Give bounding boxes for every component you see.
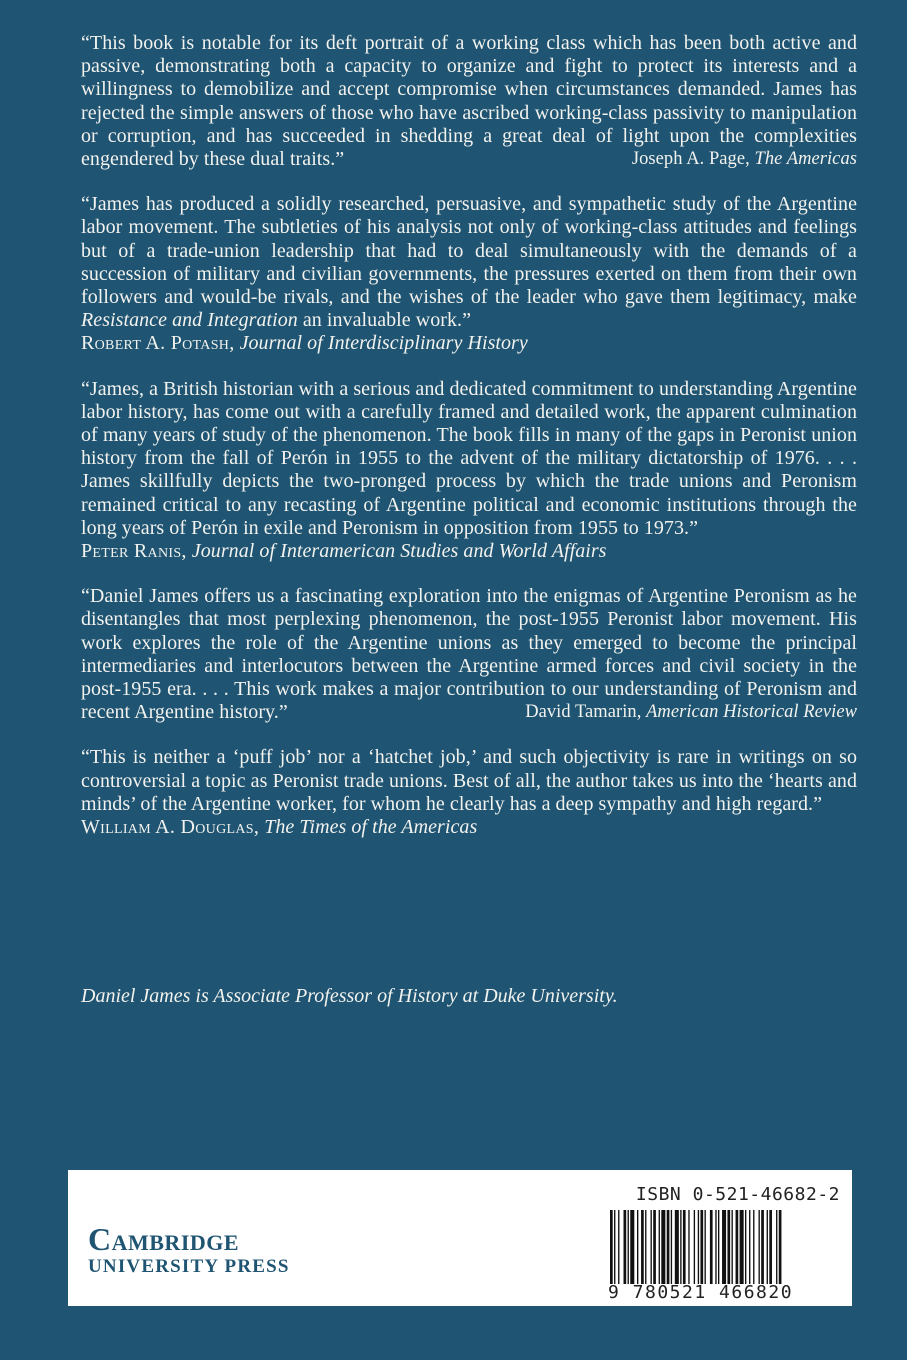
barcode-bar (651, 1210, 652, 1284)
barcode-bar (732, 1210, 733, 1284)
barcode-bar (705, 1210, 706, 1284)
review-potash (81, 193, 857, 355)
barcode-bar (694, 1210, 695, 1284)
reviewer-name: Joseph A. Page, (631, 149, 750, 170)
barcode-bar (736, 1210, 739, 1284)
review-text: “Daniel James offers us a fascinating exploration into the enigmas of Argentine Peronism as he disentangles that most perplexing phenomenon, the post-1955 Peronist labor movement. His work explores the role of the Argentine unions as they emerged to become the principal intermediaries and interlocutors between the Argentine armed forces and civil society in the post-1955 era. . . . This work makes a major contribution to our understanding of Peronism and recent Argentine history.” David Tamarin, American Historical Review (81, 585, 857, 724)
publisher-subname: UNIVERSITY PRESS (88, 1256, 290, 1277)
review-ranis (81, 378, 857, 564)
review-douglas (81, 746, 857, 839)
review-text: “James, a British historian with a serious and dedicated commitment to understanding Argentine labor history, has come out with a carefully framed and detailed work, the apparent culmination of many years of study of the phenomenon. The book fills in many of the gaps in Peronist union history from the fall of Perón in 1955 to the advent of the military dictatorship of 1976. . . . James skillfully depicts the two-pronged process by which the trade unions and Peronism remained critical to any recasting of Argentine political and economic institutions through the long years of Perón in exile and Peronism in opposition from 1955 to 1973.” (81, 377, 857, 539)
barcode-bar (641, 1210, 644, 1284)
barcode-bar (767, 1210, 768, 1284)
review-text: “James has produced a solidly researched, persuasive, and sympathetic study of the Argentine labor movement. The subtleties of his analysis not only of working-class attitudes and feelings but of a trade-union leadership that had to deal simultaneously with the demands of a succession of military and civilian governments, the pressures exerted on them from their own followers and would-be rivals, and the wishes of the leader who gave them legitimacy, make Resistance and Integration an invaluable work.” (81, 193, 857, 332)
reviews-section (81, 32, 857, 861)
barcode-bar (637, 1210, 638, 1284)
barcode-bar (745, 1210, 746, 1284)
review-attribution (81, 332, 857, 355)
barcode-bar (661, 1210, 665, 1284)
reviewer-name: William A. Douglas, (81, 816, 260, 839)
publisher-name: Cambridge (88, 1221, 240, 1257)
barcode-bar (710, 1210, 713, 1284)
review-attribution (632, 148, 857, 171)
publisher-panel (68, 1170, 852, 1306)
barcode-bar (618, 1210, 619, 1284)
review-text: “This book is notable for its deft portrait of a working class which has been both active and passive, demonstrating both a capacity to organize and fight to protect its interests and a willingness to demobilize and accept compromise when circumstances demanded. James has rejected the simple answers of those who have ascribed working-class passivity to manipulation or corruption, and has succeeded in shedding a great deal of light upon the complexities engendered by these dual traits.” Joseph A. Page, The Americas (81, 32, 857, 171)
barcode-bar (727, 1210, 730, 1284)
book-title: Resistance and Integration (81, 309, 298, 332)
barcode-bar (700, 1210, 703, 1284)
barcode-bar (624, 1210, 627, 1284)
barcode-bar (715, 1210, 716, 1284)
barcode-bar (740, 1210, 744, 1284)
barcode-bar (671, 1210, 672, 1284)
author-note: Daniel James is Associate Professor of History at Duke University. (81, 985, 618, 1007)
barcode-bar (614, 1210, 615, 1284)
barcode-bar (659, 1210, 660, 1284)
barcode-bar (698, 1210, 699, 1284)
barcode-bar (688, 1210, 689, 1284)
reviewer-name: David Tamarin, (525, 702, 642, 723)
review-publication: Journal of Interamerican Studies and World Affairs (191, 540, 607, 563)
barcode-bar (680, 1210, 681, 1284)
barcode (608, 1210, 840, 1284)
barcode-bar (675, 1210, 679, 1284)
isbn-label: ISBN 0-521-46682-2 (635, 1184, 840, 1205)
reviewer-name: Peter Ranis, (81, 540, 187, 563)
review-attribution (81, 816, 857, 839)
barcode-digits: 9 780521 466820 (608, 1282, 794, 1303)
barcode-bar (776, 1210, 777, 1284)
reviewer-name: Robert A. Potash, (81, 332, 235, 355)
barcode-bar (653, 1210, 656, 1284)
barcode-bar (722, 1210, 726, 1284)
review-publication: American Historical Review (646, 702, 857, 723)
barcode-bar (753, 1210, 754, 1284)
review-publication: The Americas (754, 149, 857, 170)
barcode-bar (749, 1210, 750, 1284)
barcode-bar (759, 1210, 760, 1284)
barcode-bar (628, 1210, 629, 1284)
barcode-bar (610, 1210, 613, 1284)
barcode-bar (779, 1210, 782, 1284)
barcode-bar (667, 1210, 670, 1284)
review-text: “This is neither a ‘puff job’ nor a ‘hatchet job,’ and such objectivity is rare in writings on so controversial a topic as Peronist trade unions. Best of all, the author takes us into the ‘hearts and minds’ of the Argentine worker, for whom he clearly has a deep sympathy and high regard.” (81, 746, 857, 815)
publisher-logo (88, 1222, 290, 1278)
barcode-bar (718, 1210, 719, 1284)
barcode-bar (645, 1210, 646, 1284)
review-attribution (525, 701, 857, 724)
barcode-bar (683, 1210, 686, 1284)
review-publication: The Times of the Americas (264, 816, 478, 839)
review-publication: Journal of Interdisciplinary History (239, 332, 528, 355)
review-tamarin (81, 585, 857, 724)
barcode-bar (761, 1210, 764, 1284)
barcode-bar (769, 1210, 772, 1284)
review-page (81, 32, 857, 171)
review-attribution (81, 540, 857, 563)
barcode-bar (630, 1210, 634, 1284)
